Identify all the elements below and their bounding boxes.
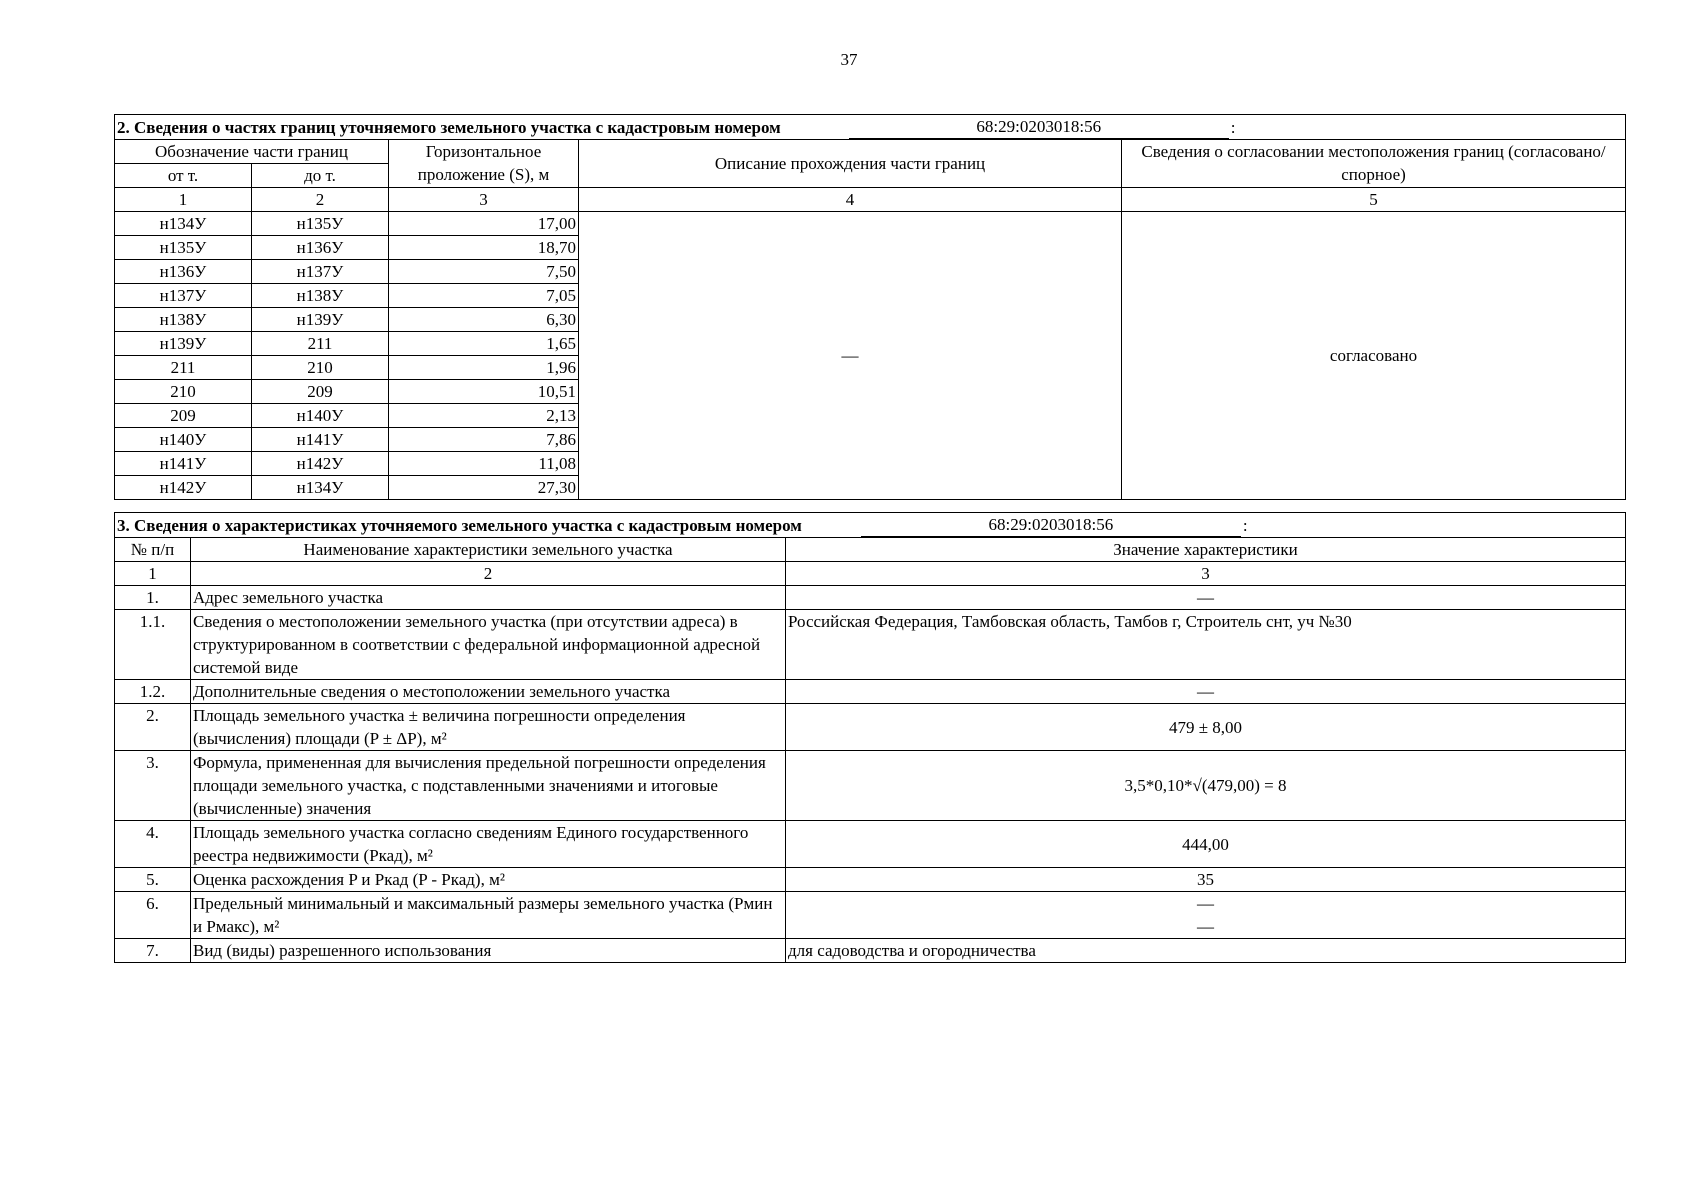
point-to: н137У — [252, 260, 389, 284]
point-from: 211 — [115, 356, 252, 380]
row-number: 4. — [115, 821, 191, 868]
section2-title: 2. Сведения о частях границ уточняемого земельного участка с кадастровым номером — [117, 118, 781, 137]
characteristic-value-range — [786, 892, 1626, 939]
table-row — [115, 939, 1626, 963]
section2-col-numbers-row — [115, 188, 1626, 212]
section3-heading-row — [115, 513, 1626, 538]
characteristic-value: 479 ± 8,00 — [786, 704, 1626, 751]
section3-colon: : — [1242, 516, 1248, 535]
section3-header-row — [115, 538, 1626, 562]
value-header: Значение характеристики — [786, 538, 1626, 562]
characteristic-name: Формула, примененная для вычисления предельной погрешности определения площади земельного участка, с подставленными значениями и итоговые (вычисленные) значения — [191, 751, 786, 821]
horizontal-value: 18,70 — [389, 236, 579, 260]
characteristic-name: Сведения о местоположении земельного участка (при отсутствии адреса) в структурированном в соответствии с федеральной информационной адресной системой виде — [191, 610, 786, 680]
table-row — [115, 610, 1626, 680]
point-from: н137У — [115, 284, 252, 308]
col-number: 2 — [191, 562, 786, 586]
col-number: 3 — [389, 188, 579, 212]
row-number: 6. — [115, 892, 191, 939]
horizontal-value: 11,08 — [389, 452, 579, 476]
agreement-value: согласовано — [1122, 212, 1626, 500]
point-from: н134У — [115, 212, 252, 236]
section3-cadastral-number: 68:29:0203018:56 — [861, 513, 1241, 537]
characteristic-value: для садоводства и огородничества — [786, 939, 1626, 963]
table-row — [115, 586, 1626, 610]
boundary-parts-table — [114, 114, 1626, 500]
horizontal-header: Горизонтальное проложение (S), м — [389, 140, 579, 188]
horizontal-value: 6,30 — [389, 308, 579, 332]
col-number: 4 — [579, 188, 1122, 212]
point-from: 209 — [115, 404, 252, 428]
min-value: — — [1197, 894, 1214, 913]
table-row — [115, 751, 1626, 821]
table-row — [115, 868, 1626, 892]
point-from: н136У — [115, 260, 252, 284]
point-from: н142У — [115, 476, 252, 500]
col-number: 2 — [252, 188, 389, 212]
col-number: 5 — [1122, 188, 1626, 212]
row-number: 1. — [115, 586, 191, 610]
table-row — [115, 821, 1626, 868]
point-from: н141У — [115, 452, 252, 476]
characteristic-value: 444,00 — [786, 821, 1626, 868]
point-from: н135У — [115, 236, 252, 260]
characteristic-name: Предельный минимальный и максимальный размеры земельного участка (Pмин и Pмакс), м² — [191, 892, 786, 939]
horizontal-value: 7,05 — [389, 284, 579, 308]
horizontal-value: 7,50 — [389, 260, 579, 284]
designation-header: Обозначение части границ — [115, 140, 389, 164]
point-to: н140У — [252, 404, 389, 428]
point-to: н136У — [252, 236, 389, 260]
table-row — [115, 892, 1626, 939]
characteristic-name: Площадь земельного участка согласно сведениям Единого государственного реестра недвижимости (Pкад), м² — [191, 821, 786, 868]
characteristic-value: 3,5*0,10*√(479,00) = 8 — [786, 751, 1626, 821]
row-number: 1.2. — [115, 680, 191, 704]
to-header: до т. — [252, 164, 389, 188]
table-row — [115, 704, 1626, 751]
description-value: — — [579, 212, 1122, 500]
point-to: н138У — [252, 284, 389, 308]
characteristic-value: Российская Федерация, Тамбовская область, Тамбов г, Строитель снт, уч №30 — [786, 610, 1626, 680]
characteristic-name: Площадь земельного участка ± величина погрешности определения (вычисления) площади (P ± ΔP), м² — [191, 704, 786, 751]
row-number: 3. — [115, 751, 191, 821]
section3-heading — [115, 513, 1626, 538]
from-header: от т. — [115, 164, 252, 188]
table-row — [115, 680, 1626, 704]
point-from: н140У — [115, 428, 252, 452]
table-row — [115, 212, 1626, 236]
section2-colon: : — [1230, 118, 1236, 137]
num-header: № п/п — [115, 538, 191, 562]
horizontal-value: 1,96 — [389, 356, 579, 380]
row-number: 1.1. — [115, 610, 191, 680]
section2-header-row — [115, 140, 1626, 164]
characteristics-table — [114, 512, 1626, 963]
section2-heading — [115, 115, 1626, 140]
section3-title: 3. Сведения о характеристиках уточняемого земельного участка с кадастровым номером — [117, 516, 802, 535]
point-to: н134У — [252, 476, 389, 500]
col-number: 1 — [115, 562, 191, 586]
point-to: 211 — [252, 332, 389, 356]
characteristic-value: — — [786, 680, 1626, 704]
max-value: — — [1197, 917, 1214, 936]
point-to: н141У — [252, 428, 389, 452]
page-number: 37 — [840, 50, 858, 69]
point-to: н135У — [252, 212, 389, 236]
point-from: н139У — [115, 332, 252, 356]
characteristic-name: Оценка расхождения P и Pкад (P - Pкад), м² — [191, 868, 786, 892]
point-to: 210 — [252, 356, 389, 380]
characteristic-name: Адрес земельного участка — [191, 586, 786, 610]
horizontal-value: 7,86 — [389, 428, 579, 452]
description-header: Описание прохождения части границ — [579, 140, 1122, 188]
horizontal-value: 10,51 — [389, 380, 579, 404]
point-to: н142У — [252, 452, 389, 476]
row-number: 5. — [115, 868, 191, 892]
characteristic-name: Вид (виды) разрешенного использования — [191, 939, 786, 963]
point-to: н139У — [252, 308, 389, 332]
agreement-header: Сведения о согласовании местоположения границ (согласовано/спорное) — [1122, 140, 1626, 188]
horizontal-value: 1,65 — [389, 332, 579, 356]
characteristic-name: Дополнительные сведения о местоположении земельного участка — [191, 680, 786, 704]
section2-heading-row — [115, 115, 1626, 140]
horizontal-value: 27,30 — [389, 476, 579, 500]
section2-cadastral-number: 68:29:0203018:56 — [849, 115, 1229, 139]
col-number: 3 — [786, 562, 1626, 586]
horizontal-value: 2,13 — [389, 404, 579, 428]
row-number: 7. — [115, 939, 191, 963]
horizontal-value: 17,00 — [389, 212, 579, 236]
row-number: 2. — [115, 704, 191, 751]
characteristic-value: 35 — [786, 868, 1626, 892]
col-number: 1 — [115, 188, 252, 212]
point-from: н138У — [115, 308, 252, 332]
point-to: 209 — [252, 380, 389, 404]
characteristic-value: — — [786, 586, 1626, 610]
section3-col-numbers-row — [115, 562, 1626, 586]
point-from: 210 — [115, 380, 252, 404]
name-header: Наименование характеристики земельного участка — [191, 538, 786, 562]
